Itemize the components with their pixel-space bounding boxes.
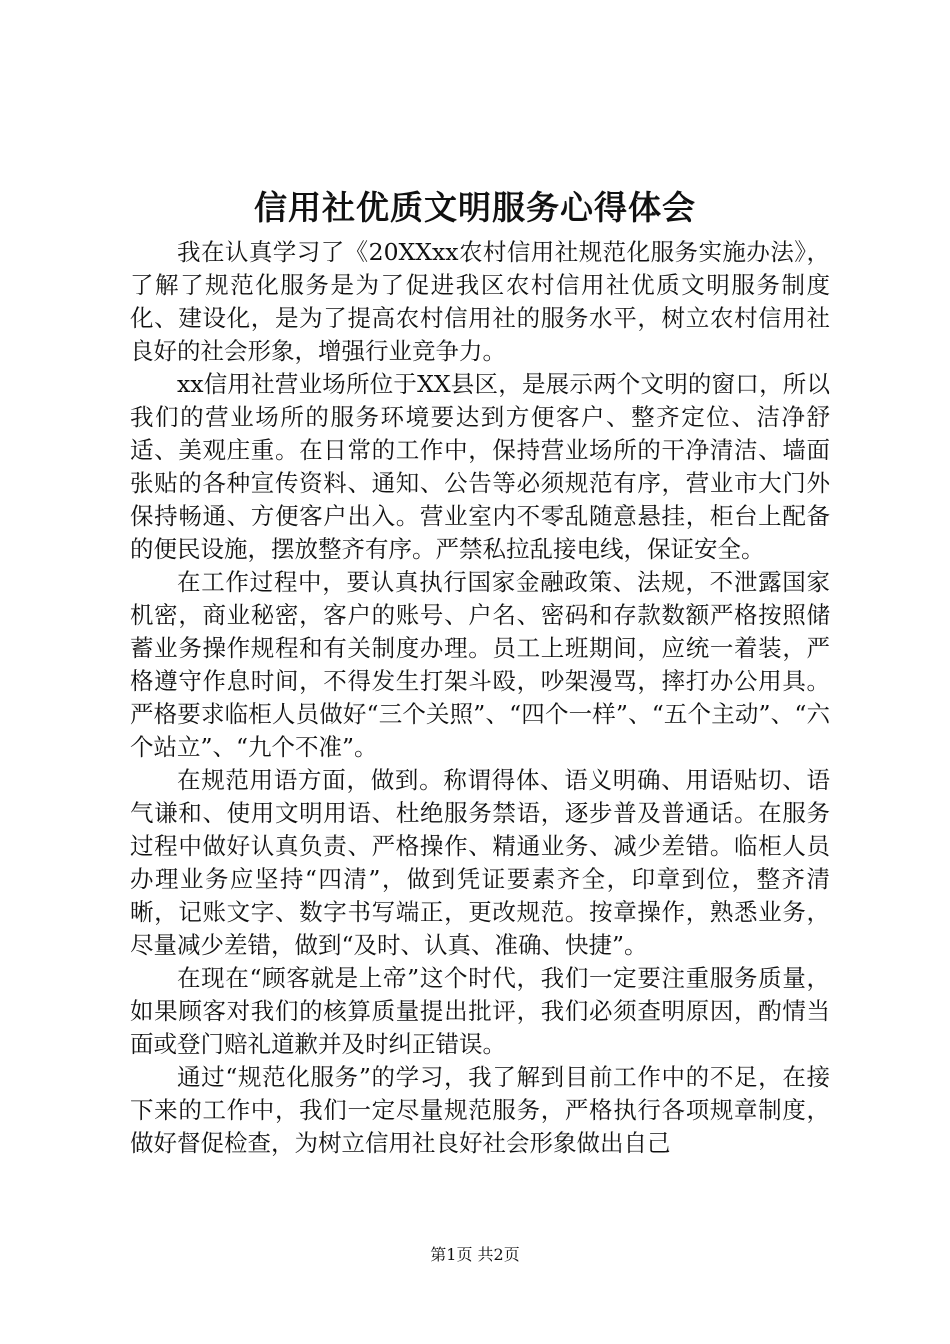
page-footer: 第1页 共2页 bbox=[430, 1245, 520, 1264]
paragraph-2: xx信用社营业场所位于XX县区，是展示两个文明的窗口，所以我们的营业场所的服务环境要达到方便客户、整齐定位、洁净舒适、美观庄重。在日常的工作中，保持营业场所的干净清洁、墙面张贴的各种宣传资料、通知、公告等必须规范有序，营业市大门外保持畅通、方便客户出入。营业室内不零乱随意悬挂，柜台上配备的便民设施，摆放整齐有序。严禁私拉乱接电线，保证安全。 bbox=[130, 370, 830, 563]
document-body bbox=[130, 236, 830, 1160]
paragraph-4: 在规范用语方面，做到。称谓得体、语义明确、用语贴切、语气谦和、使用文明用语、杜绝服务禁语，逐步普及普通话。在服务过程中做好认真负责、严格操作、精通业务、减少差错。临柜人员办理业务应坚持“四清”，做到凭证要素齐全，印章到位，整齐清晰，记账文字、数字书写端正，更改规范。按章操作，熟悉业务，尽量减少差错，做到“及时、认真、准确、快捷”。 bbox=[130, 766, 830, 959]
paragraph-5: 在现在“顾客就是上帝”这个时代，我们一定要注重服务质量，如果顾客对我们的核算质量提出批评，我们必须查明原因，酌情当面或登门赔礼道歉并及时纠正错误。 bbox=[130, 964, 830, 1058]
paragraph-3: 在工作过程中，要认真执行国家金融政策、法规，不泄露国家机密，商业秘密，客户的账号、户名、密码和存款数额严格按照储蓄业务操作规程和有关制度办理。员工上班期间，应统一着装，严格遵守作息时间，不得发生打架斗殴，吵架漫骂，摔打办公用具。严格要求临柜人员做好“三个关照”、“四个一样”、“五个主动”、“六个站立”、“九个不准”。 bbox=[130, 568, 830, 761]
document-title: 信用社优质文明服务心得体会 bbox=[254, 188, 696, 227]
paragraph-6: 通过“规范化服务”的学习，我了解到目前工作中的不足，在接下来的工作中，我们一定尽量规范服务，严格执行各项规章制度，做好督促检查，为树立信用社良好社会形象做出自己 bbox=[130, 1063, 830, 1157]
paragraph-1: 我在认真学习了《20XXxx农村信用社规范化服务实施办法》，了解了规范化服务是为了促进我区农村信用社优质文明服务制度化、建设化，是为了提高农村信用社的服务水平，树立农村信用社良好的社会形象，增强行业竞争力。 bbox=[130, 238, 830, 365]
